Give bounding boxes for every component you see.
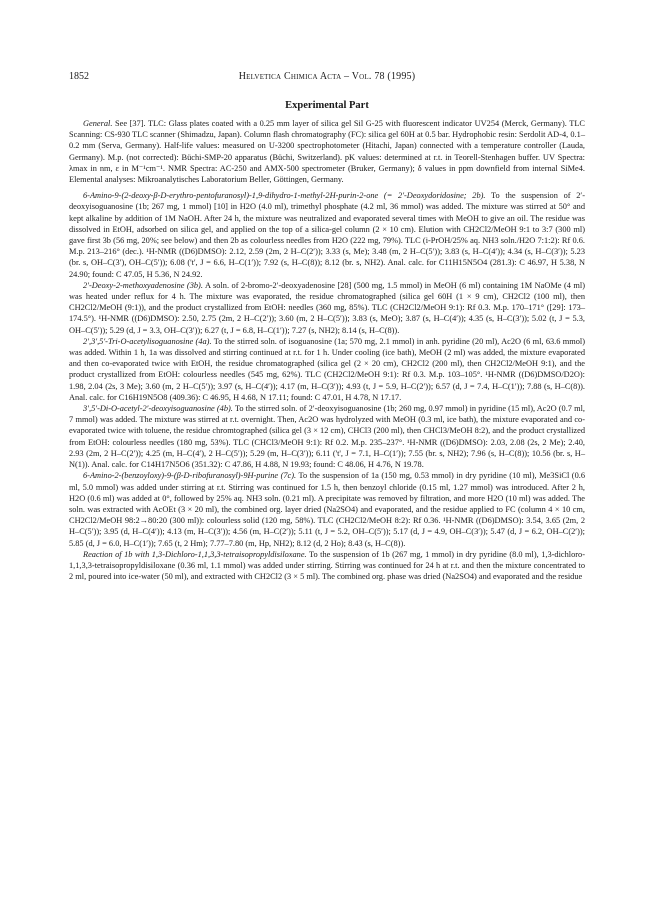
paragraph-text: To the stirred soln. of 2′-deoxyisoguanosine (1b; 260 mg, 0.97 mmol) in pyridine (15 ml), Ac2O (0.7 ml, 7 mmol) was added. The mixture was stirred at r.t. overnight. Then, Ac2O was hydrolyzed with MeOH (0.3 ml, ice bath), the mixture evaporated and co-evaporated twice with toluene, the residue chromtographed (silica gel (3 × 12 cm), CHCl3 (200 ml), then CHCl3/MeOH 8:2), and the product crystallized from EtOH: colourless needles (180 mg, 53%). TLC (CHCl3/MeOH 9:1): Rf 0.2. M.p. 235–237°. ¹H-NMR ((D6)DMSO): 2.03, 2.08 (2s, 2 Me); 2.40, 2.93 (2m, 2 H–C(2′)); 4.25 (m, H–C(4′), 2 H–C(5′)); 5.29 (m, H–C(3′)); 6.11 ('t', J = 7.1, H–C(1′)); 7.55 (br. s, NH2); 7.96 (s, H–C(8)); 10.56 (br. s, H–N(1)). Anal. calc. for C14H17N5O6 (351.32): C 47.86, H 4.88, N 19.93; found: C 48.06, H 4.76, N 19.78. <box>69 404 585 470</box>
paragraph-text: To the suspension of 1b (267 mg, 1 mmol) in dry pyridine (8.0 ml), 1,3-dichloro-1,1,3,3-tetraisopropyldisiloxane (0.36 ml, 1.1 mmol) was added under stirring. Stirring was continued for 24 h at r.t. and then the mixture concentrated to 2 ml, poured into ice-water (50 ml), and extracted with CH2Cl2 (3 × 5 ml). The combined org. phase was dried (Na2SO4) and evaporated and the residue <box>69 549 585 582</box>
page-number: 1852 <box>69 71 89 82</box>
paragraph-heading: 6-Amino-2-(benzoyloxy)-9-(β-D-ribofuranosyl)-9H-purine (7c). <box>83 471 297 481</box>
paragraph-text: To the stirred soln. of isoguanosine (1a; 570 mg, 2.1 mmol) in anh. pyridine (20 ml), Ac2O (6 ml, 63.6 mmol) was added. Within 1 h, 1a was dissolved and stirring continued at r.t. for 1 h. Under cooling (ice bath), MeOH (2 ml) was added, the mixture evaporated and then co-evaporated twice with EtOH, the residue chromatographed (silica gel (2 × 20 cm), CH2Cl2 (200 ml), then CH2Cl2/MeOH 9:1), and the product crystallized from EtOH: colourless needles (545 mg, 62%). TLC (CH2Cl2/MeOH 9:1): Rf 0.3. M.p. 103–105°. ¹H-NMR ((D6)DMSO/D2O): 1.98, 2.04 (2s, 3 Me); 3.60 (m, 2 H–C(5′)); 3.97 (s, H–C(4′)); 4.17 (m, H–C(3′)); 4.93 (t, J = 5.9, H–C(2′)); 6.57 (d, J = 7.4, H–C(1′)); 7.88 (s, H–C(8)). Anal. calc. for C16H19N5O8 (409.36): C 46.95, H 4.68, N 17.11; found: C 47.01, H 4.78, N 17.17. <box>69 336 585 402</box>
paragraph-text: See [37]. TLC: Glass plates coated with a 0.25 mm layer of silica gel Sil G-25 with fluorescent indicator UV254 (Merck, Germany). TLC Scanning: CS-930 TLC scanner (Shimadzu, Japan). Column flash chromatography (FC): silica gel 60H at 0.5 bar. Hydrophobic resin: Serdolit AD-4, 0.1–0.2 mm (Serva, Germany). Half-life values: measured on U-3200 spectrophotometer (Hitachi, Japan) connected with a temperature controller (Lauda, Germany). M.p. (not corrected): Büchi-SMP-20 apparatus (Büchi, Switzerland). pK values: determined at r.t. in Teorell-Stenhagen buffer. UV Spectra: λmax in nm, ε in M⁻¹cm⁻¹. NMR Spectra: AC-250 and AMX-500 spectrometer (Bruker, Germany); δ values in ppm downfield from internal SiMe4. Elemental analyses: Mikroanalytisches Laboratorium Beller, Göttingen, Germany. <box>69 119 585 185</box>
paragraph-text: A soln. of 2-bromo-2′-deoxyadenosine [28] (500 mg, 1.5 mmol) in MeOH (6 ml) containing 1M NaOMe (4 ml) was heated under reflux for 4 h. The mixture was evaporated, the residue chromatographed (silica gel 60H (1 × 9 cm), CH2Cl2 (100 ml), then CH2Cl2/MeOH (9:1)), and the product crystallized from EtOH: needles (360 mg, 85%). TLC (CH2Cl2/MeOH 9:1): Rf 0.3. M.p. 170–171° ([29]: 173–174.5°). ¹H-NMR ((D6)DMSO): 2.50, 2.75 (2m, 2 H–C(2′)); 3.60 (m, 2 H–C(5′)); 3.83 (s, MeO); 3.87 (s, H–C(4′)); 4.35 (s, H–C(3′)); 5.02 (t, J = 5.3, OH–C(5′)); 5.29 (d, J = 3.3, OH–C(3′)); 6.27 (t, J = 6.8, H–C(1′)); 7.27 (s, NH2); 8.14 (s, H–C(8)). <box>69 280 586 335</box>
paragraph-text: To the suspension of 1a (150 mg, 0.53 mmol) in dry pyridine (10 ml), Me3SiCl (0.6 ml, 5.0 mmol) was added under stirring at r.t. Stirring was continued for 1.5 h, then benzoyl chloride (0.15 ml, 1.27 mmol) was introduced. After 2 h, H2O (0.6 ml) was added at 0°, followed by 25% aq. NH3 soln. (0.21 ml). A precipitate was removed by filtration, and more H2O (10 ml) was added. The soln. was extracted with AcOEt (3 × 20 ml), the combined org. layer dried (Na2SO4) and evaporated, and the residue applied to FC (column 4 × 10 cm, CH2Cl2/MeOH 98:2→80:20 (300 ml)): colourless solid (120 mg, 58%). TLC (CH2Cl2/MeOH 8:2): Rf 0.36. ¹H-NMR ((D6)DMSO): 3.54, 3.65 (2m, 2 H–C(5′)); 3.95 (d, H–C(4′)); 4.13 (m, H–C(3′)); 4.56 (m, H–C(2′)); 5.11 (t, J = 5.2, OH–C(5′)); 5.17 (d, J = 4.9, OH–C(3′)); 5.47 (d, J = 6.2, OH–C(2′)); 5.85 (d, J = 6.0, H–C(1′)); 7.65 (t, 2 Hm); 7.77–7.80 (m, Hp, NH2); 8.12 (d, 2 Ho); 8.43 (s, H–C(8)). <box>69 471 585 548</box>
paragraph-compound-4a <box>69 336 585 403</box>
paragraph-heading: 6-Amino-9-(2-deoxy-β-D-erythro-pentofuranosyl)-1,9-dihydro-1-methyl-2H-purin-2-one (= 2′-Deoxydoridosine; 2b). <box>83 191 486 201</box>
paragraph-heading: Reaction of 1b with 1,3-Dichloro-1,1,3,3-tetraisopropyldisiloxane. <box>83 549 307 559</box>
paragraph-compound-7c <box>69 470 585 548</box>
paragraph-text: To the suspension of 2′-deoxyisoguanosine (1b; 267 mg, 1 mmol) [10] in H2O (4.0 ml), trimethyl phosphate (4.2 ml, 36 mmol) was added. The mixture was stirred at 50° and kept alkaline by addition of 1M NaOH. After 24 h, the mixture was neutralized and evaporated several times with MeOH to give an oil. The residue was dissolved in EtOH, adsorbed on silica gel, and applied on the top of a silica-gel column (2 × 10 cm). Elution with CH2Cl2/MeOH 9:1 to 3:7 (300 ml) gave first 3b (56 mg, 20%; see below) and then 2b as colourless needles from H2O (222 mg, 79%). TLC (i-PrOH/25% aq. NH3 soln./H2O 7:1:2): Rf 0.6. M.p. 213–216° (dec.). ¹H-NMR ((D6)DMSO): 2.12, 2.59 (2m, 2 H–C(2′)); 3.33 (s, Me); 3.48 (m, 2 H–C(5′)); 3.83 (s, H–C(4′)); 4.34 (s, H–C(3′)); 5.23 (br. s, OH–C(3′), OH–C(5′)); 6.08 ('t', J = 6.6, H–C(1′)); 7.92 (s, H–C(8)); 8.12 (br. s, NH2). Anal. calc. for C11H15N5O4 (281.3): C 46.97, H 5.38, N 24.90; found: C 47.05, H 5.36, N 24.92. <box>69 191 585 279</box>
paragraph-heading: 2′,3′,5′-Tri-O-acetylisoguanosine (4a). <box>83 336 212 346</box>
paragraph-compound-2b <box>69 190 585 280</box>
paragraph-general <box>69 118 585 185</box>
paper-page <box>69 70 585 582</box>
section-title: Experimental Part <box>285 100 369 111</box>
paragraph-reaction-1b <box>69 549 585 583</box>
paragraph-heading: 2′-Deoxy-2-methoxyadenosine (3b). <box>83 280 203 290</box>
paragraph-heading: 3′,5′-Di-O-acetyl-2′-deoxyisoguanosine (4b). <box>83 404 233 414</box>
paragraph-heading: General. <box>83 119 113 128</box>
paragraph-compound-3b <box>69 280 585 336</box>
running-head <box>69 70 585 84</box>
paragraph-compound-4b <box>69 403 585 470</box>
journal-title: Helvetica Chimica Acta – Vol. 78 (1995) <box>238 71 416 82</box>
